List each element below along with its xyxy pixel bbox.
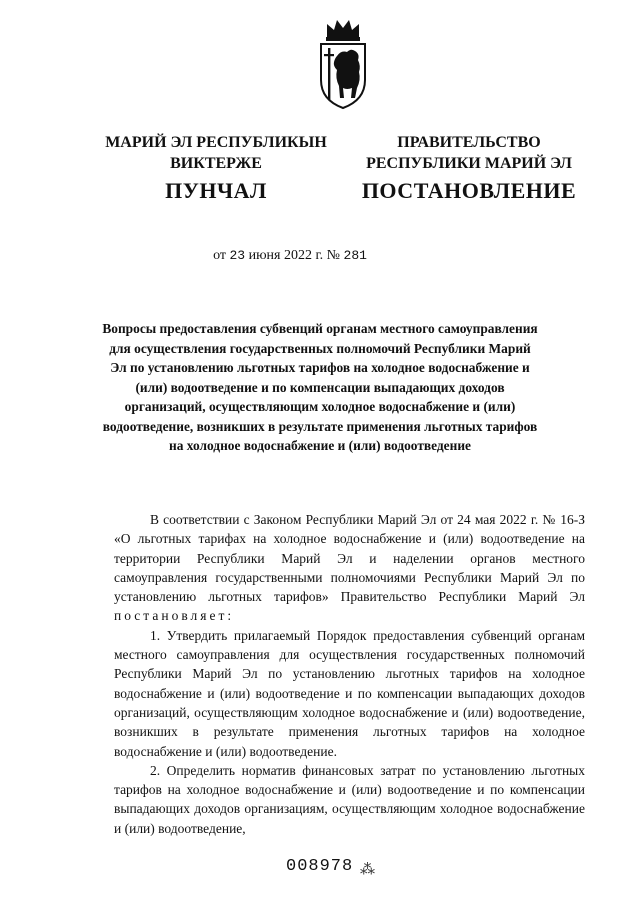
- body-paragraph-2: 2. Определить норматив финансовых затрат по установлению льготных тарифов на холодное водоснабжение и (или) водоотведение и по компенсации выпадающих доходов организациям, осуществляющим холодное водоснабжение и (или) водоотведение,: [114, 762, 585, 836]
- mari-el-coat-of-arms-icon: [317, 18, 369, 110]
- body-paragraph-1: 1. Утвердить прилагаемый Порядок предоставления субвенций органам местного самоуправления для осуществления государственных полномочий Республики Марий Эл по установлению льготных тарифов на холодное водоснабжение и (или) водоотведение и по компенсации выпадающих доходов организаций, осуществляющим холодное водоснабжение и (или) водоотведение, возникших в результате применения льготных тарифов на холодное водоснабжение и (или) водоотведение.: [114, 627, 585, 759]
- date-day: 23: [229, 248, 246, 263]
- body-paragraph-preamble: [114, 510, 585, 626]
- header-left-line2: ВИКТЕРЖЕ: [170, 155, 262, 172]
- document-number: 281: [343, 248, 367, 263]
- header-russian-name: [348, 132, 590, 201]
- header-right-line2: РЕСПУБЛИКИ МАРИЙ ЭЛ: [366, 155, 572, 172]
- date-month-year: июня 2022 г. №: [248, 248, 341, 263]
- header-left-line1: МАРИЙ ЭЛ РЕСПУБЛИКЫН: [105, 134, 327, 151]
- header-right-doc-type: ПОСТАНОВЛЕНИЕ: [361, 178, 577, 203]
- header-mari-name: [100, 132, 332, 201]
- document-title: Вопросы предоставления субвенций органам местного самоуправления для осуществления государственных полномочий Республики Марий Эл по установлению льготных тарифов на холодное водоснабжение и (или) водоотведение и по компенсации выпадающих доходов организаций, осуществляющим холодное водоснабжение и (или) водоотведение, возникших в результате применения льготных тарифов на холодное водоснабжение и (или) водоотведение: [102, 321, 538, 453]
- form-serial-number: 008978: [286, 857, 354, 876]
- document-body: [114, 510, 585, 838]
- header-right-line1: ПРАВИТЕЛЬСТВО: [397, 134, 541, 151]
- date-prefix: от: [213, 248, 226, 263]
- document-date-line: [170, 248, 410, 264]
- header-left-doc-type: ПУНЧАЛ: [165, 178, 267, 203]
- resolves-word: постановляет:: [114, 608, 235, 624]
- preamble-text: В соответствии с Законом Республики Марий Эл от 24 мая 2022 г. № 16-З «О льготных тарифах на холодное водоснабжение и (или) водоотведение на территории Республики Марий Эл и наделении органов местного самоуправления государственными полномочиями Республики Марий Эл по установлению льготных тарифов» Правительство Республики Марий Эл: [114, 512, 585, 605]
- serial-mark-icon: ⁂: [360, 862, 375, 878]
